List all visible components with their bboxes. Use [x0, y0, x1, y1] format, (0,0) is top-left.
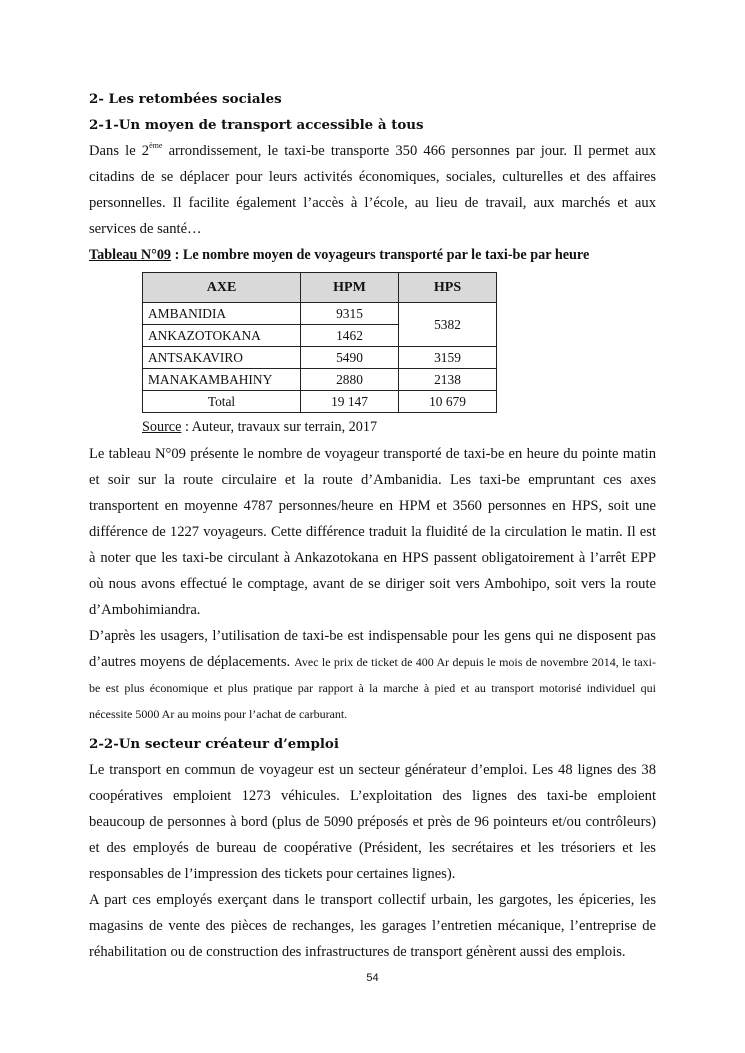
- cell-total-label: Total: [143, 391, 301, 413]
- table-row: [143, 347, 497, 369]
- table-header-row: [143, 273, 497, 303]
- cell-hpm: 5490: [301, 347, 399, 369]
- cell-hps-merged: 5382: [399, 303, 497, 347]
- subsection-heading-2-1: 2-1-Un moyen de transport accessible à tous: [89, 117, 424, 133]
- table-row: [143, 303, 497, 325]
- page-number: 54: [366, 972, 379, 984]
- cell-hps: 3159: [399, 347, 497, 369]
- cell-hpm: 1462: [301, 325, 399, 347]
- cell-total-hps: 10 679: [399, 391, 497, 413]
- cell-axe: AMBANIDIA: [143, 303, 301, 325]
- cell-hpm: 2880: [301, 369, 399, 391]
- table-total-row: [143, 391, 497, 413]
- cell-hpm: 9315: [301, 303, 399, 325]
- cell-hps: 2138: [399, 369, 497, 391]
- cell-axe: MANAKAMBAHINY: [143, 369, 301, 391]
- voyageurs-table: [142, 272, 497, 413]
- section-heading: 2- Les retombées sociales: [89, 91, 282, 107]
- paragraph-table-analysis: Le tableau N°09 présente le nombre de voyageur transporté de taxi-be en heure du pointe matin et soir sur la route circulaire et la route d’Ambanidia. Les taxi-be empruntant ces axes transportent en moyenne 4787 personnes/heure en HPM et 3560 personnes en HPS, soit une différence de 1227 voyageurs. Cette différence traduit la fluidité de la circulation le matin. Il est à noter que les taxi-be circulant à Ankazotokana en HPS passent obligatoirement à l’arrêt EPP où nous avons effectué le comptage, avant de se diriger soit vers Ambohipo, soit vers la route d’Ambohimiandra.: [89, 446, 656, 618]
- cell-axe: ANKAZOTOKANA: [143, 325, 301, 347]
- table-caption: Tableau N°09 : Le nombre moyen de voyageurs transporté par le taxi-be par heure: [89, 247, 590, 263]
- table-source: Source : Auteur, travaux sur terrain, 2017: [142, 419, 378, 435]
- subsection-heading-2-2: 2-2-Un secteur créateur d’emploi: [89, 736, 339, 752]
- paragraph-usagers: D’après les usagers, l’utilisation de taxi-be est indispensable pour les gens qui ne disposent pas d’autres moyens de déplacements. Avec le prix de ticket de 400 Ar depuis le mois de novembre 2014, le taxi-be est plus économique et plus pratique par rapport à la marche à pied et au transport motorisé individuel qui nécessite 5000 Ar au moins pour l’achat de carburant.: [89, 628, 657, 721]
- cell-total-hpm: 19 147: [301, 391, 399, 413]
- table-row: [143, 369, 497, 391]
- col-header-hpm: HPM: [301, 273, 399, 303]
- page-content: [89, 86, 656, 965]
- cell-axe: ANTSAKAVIRO: [143, 347, 301, 369]
- col-header-axe: AXE: [143, 273, 301, 303]
- paragraph-emploi: Le transport en commun de voyageur est un secteur générateur d’emploi. Les 48 lignes des 38 coopératives emploient 1273 véhicules. L’exploitation des lignes des taxi-be emploient beaucoup de personnes à bord (plus de 5090 préposés et près de 96 pointeurs et/ou contrôleurs) et des employés de bureau de coopérative (Président, les secrétaires et les trésoriers et les responsables de l’impression des tickets pour certaines lignes).: [89, 762, 656, 882]
- paragraph-emplois-indirects: A part ces employés exerçant dans le transport collectif urbain, les gargotes, les épiceries, les magasins de vente des pièces de rechanges, les garages l’entretien mécanique, l’entreprise de réhabilitation ou de construction des infrastructures de transport génèrent aussi des emplois.: [89, 892, 656, 960]
- col-header-hps: HPS: [399, 273, 497, 303]
- paragraph-intro: Dans le 2ème arrondissement, le taxi-be transporte 350 466 personnes par jour. Il permet aux citadins de se déplacer pour leurs activités économiques, sociales, culturelles et des affaires personnelles. Il facilite également l’accès à l’école, au lieu de travail, aux marchés et aux services de santé…: [89, 141, 656, 237]
